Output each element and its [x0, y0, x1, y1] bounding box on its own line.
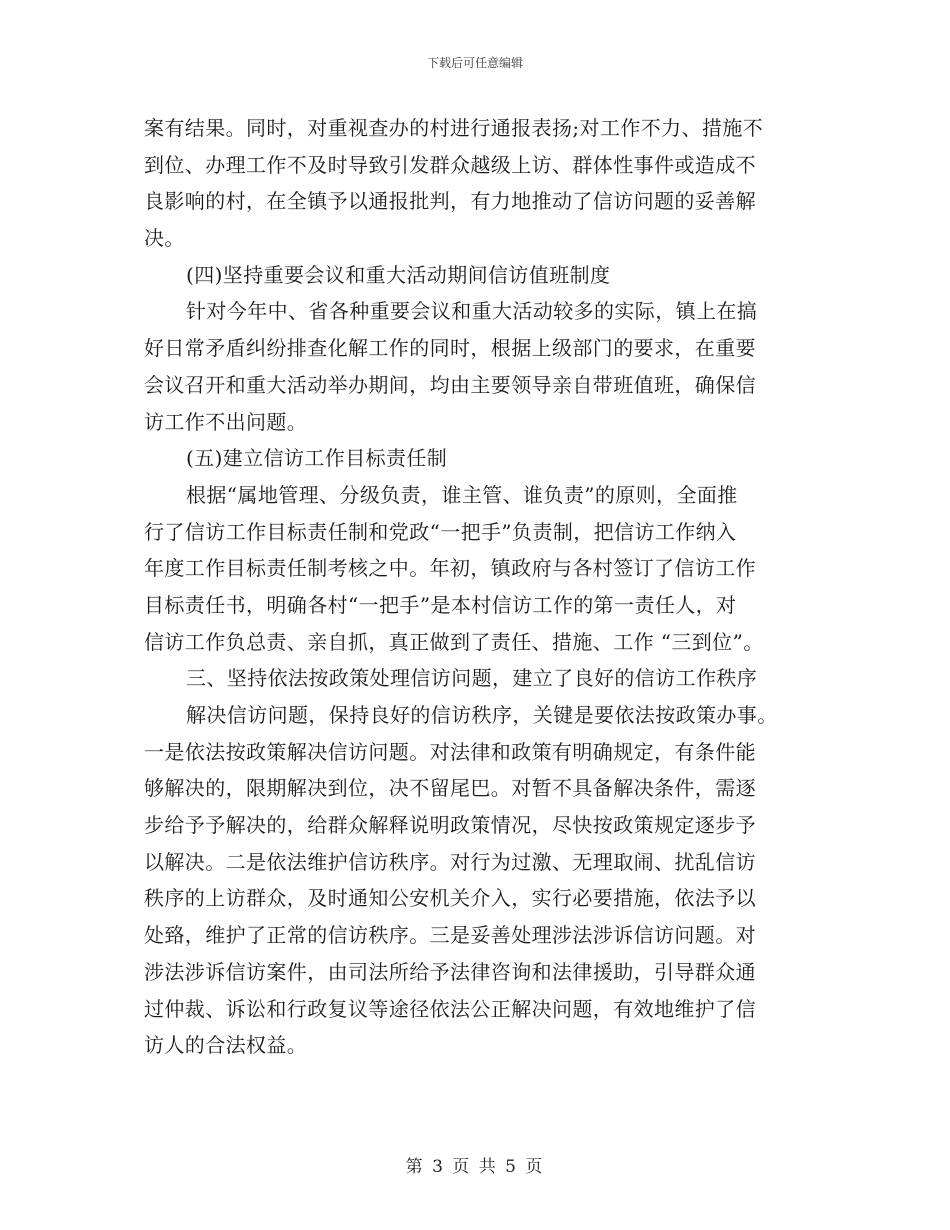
text-line: 解决信访问题，保持良好的信访秩序，关键是要依法按政策办事。: [186, 703, 778, 727]
text-line: 步给予予解决的，给群众解释说明政策情况，尽快按政策规定逐步予: [144, 813, 756, 838]
text-line: 访工作不出问题。: [144, 409, 308, 434]
text-line: 决。: [144, 226, 185, 251]
text-line: 到位、办理工作不及时导致引发群众越级上访、群体性事件或造成不: [144, 152, 756, 177]
text-line: 秩序的上访群众，及时通知公安机关介入，实行必要措施，依法予以: [144, 886, 756, 911]
text-line: 过仲裁、诉讼和行政复议等途径依法公正解决问题，有效地维护了信: [144, 996, 756, 1021]
text-line: 够解决的，限期解决到位，决不留尾巴。对暂不具备解决条件，需逐: [144, 776, 756, 801]
text-line: 好日常矛盾纠纷排查化解工作的同时，根据上级部门的要求，在重要: [144, 336, 756, 361]
text-line: 行了信访工作目标责任制和党政“一把手”负责制，把信访工作纳入: [144, 519, 737, 544]
text-line: 针对今年中、省各种重要会议和重大活动较多的实际，镇上在搞: [186, 299, 758, 324]
text-line: 信访工作负总责、亲自抓，真正做到了责任、措施、工作 “三到位”。: [144, 629, 764, 654]
text-line: 良影响的村，在全镇予以通报批判，有力地推动了信访问题的妥善解: [144, 189, 756, 214]
text-line: 年度工作目标责任制考核之中。年初，镇政府与各村签订了信访工作: [144, 556, 756, 581]
text-line: 案有结果。同时，对重视查办的村进行通报表扬;对工作不力、措施不: [144, 116, 764, 140]
text-line: 目标责任书，明确各村“一把手”是本村信访工作的第一责任人，对: [144, 592, 737, 617]
text-line: 一是依法按政策解决信访问题。对法律和政策有明确规定，有条件能: [144, 739, 756, 764]
text-line: 根据“属地管理、分级负责，谁主管、谁负责”的原则，全面推: [186, 482, 738, 507]
text-line: 处臵，维护了正常的信访秩序。三是妥善处理涉法涉诉信访问题。对: [144, 923, 756, 948]
page-number: 第 3 页 共 5 页: [405, 1157, 545, 1177]
page-header: 下载后可任意编辑: [426, 56, 523, 70]
text-line: 会议召开和重大活动举办期间，均由主要领导亲自带班值班，确保信: [144, 372, 756, 397]
text-line: 以解决。二是依法维护信访秩序。对行为过激、无理取闹、扰乱信访: [144, 849, 756, 874]
text-line: 访人的合法权益。: [144, 1033, 308, 1058]
section-heading-3: 三、坚持依法按政策处理信访问题，建立了良好的信访工作秩序: [186, 666, 758, 691]
section-heading-4: (四)坚持重要会议和重大活动期间信访值班制度: [186, 262, 611, 287]
document-body: [144, 110, 824, 1064]
section-heading-5: (五)建立信访工作目标责任制: [186, 446, 448, 471]
text-line: 涉法涉诉信访案件，由司法所给予法律咨询和法律援助，引导群众通: [144, 959, 756, 984]
